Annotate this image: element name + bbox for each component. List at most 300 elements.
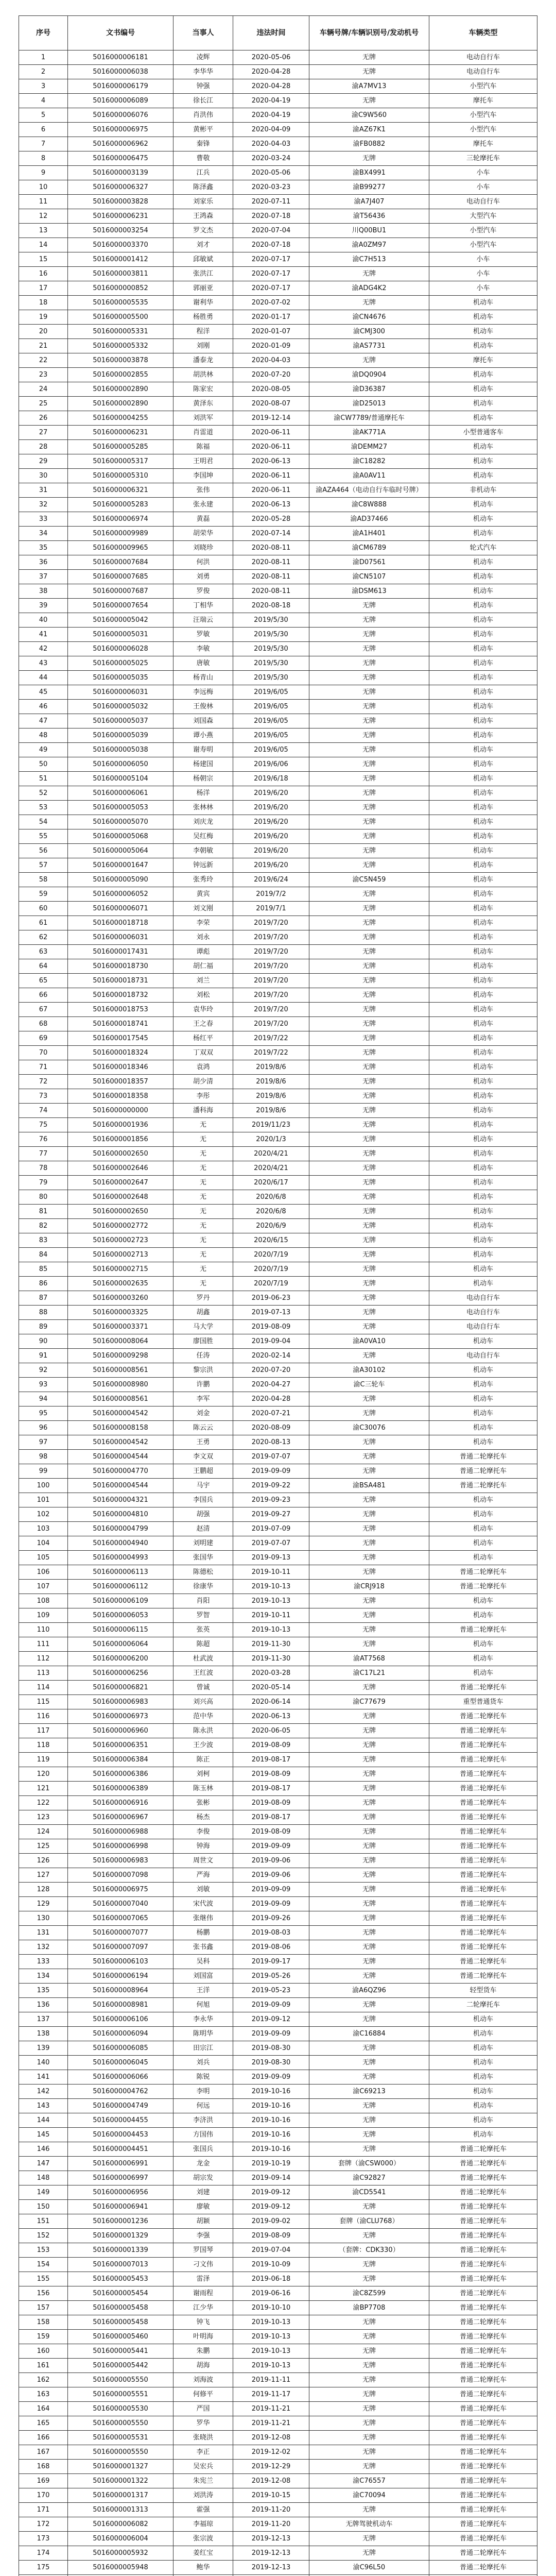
cell-doc-number: 5016000002772 (68, 1219, 173, 1233)
cell-doc-number: 5016000008980 (68, 1378, 173, 1392)
cell-seq: 128 (19, 1883, 68, 1897)
cell-violation-time: 2019-12-08 (233, 2474, 309, 2488)
cell-vehicle-type: 机动车 (429, 815, 537, 829)
cell-doc-number: 5016000006028 (68, 642, 173, 656)
cell-vehicle-type: 普通二轮摩托车 (429, 1738, 537, 1753)
cell-violation-time: 2019-09-09 (233, 2070, 309, 2084)
table-row (19, 2561, 537, 2575)
cell-party: 李正 (173, 2445, 233, 2460)
cell-violation-time: 2019-08-09 (233, 1738, 309, 1753)
cell-plate: 无牌 (309, 1017, 429, 1031)
cell-plate: 无牌 (309, 858, 429, 873)
table-row (19, 2373, 537, 2387)
cell-doc-number: 5016000006384 (68, 1753, 173, 1767)
cell-doc-number: 5016000005932 (68, 2546, 173, 2561)
table-row (19, 1695, 537, 1709)
cell-doc-number: 5016000005331 (68, 325, 173, 339)
cell-seq: 26 (19, 411, 68, 426)
cell-vehicle-type: 普通二轮摩托车 (429, 2258, 537, 2272)
cell-doc-number: 5016000008964 (68, 1984, 173, 1998)
table-row (19, 2157, 537, 2171)
cell-plate: 渝CM6789 (309, 541, 429, 555)
cell-plate: 渝C70094 (309, 2488, 429, 2503)
cell-violation-time: 2019-08-09 (233, 1320, 309, 1334)
cell-vehicle-type: 小车 (429, 267, 537, 281)
cell-plate: 渝C77679 (309, 1695, 429, 1709)
cell-vehicle-type: 机动车 (429, 772, 537, 786)
cell-violation-time: 2020-06-11 (233, 426, 309, 440)
cell-vehicle-type: 大型汽车 (429, 209, 537, 224)
cell-vehicle-type: 普通二轮摩托车 (429, 2488, 537, 2503)
cell-vehicle-type: 机动车 (429, 916, 537, 930)
cell-party: 刘柯 (173, 1767, 233, 1782)
cell-violation-time: 2019-10-13 (233, 2344, 309, 2359)
cell-vehicle-type: 普通二轮摩托车 (429, 1839, 537, 1854)
cell-plate: 渝C7H513 (309, 252, 429, 267)
cell-plate: 无牌 (309, 1233, 429, 1248)
cell-party: 陈玉林 (173, 1782, 233, 1796)
cell-seq: 34 (19, 527, 68, 541)
cell-violation-time: 2020/6/9 (233, 1219, 309, 1233)
cell-doc-number: 5016000006389 (68, 1782, 173, 1796)
cell-doc-number: 5016000004770 (68, 1464, 173, 1479)
cell-seq: 27 (19, 426, 68, 440)
cell-doc-number: 5016000005053 (68, 801, 173, 815)
cell-plate: 渝A0AV11 (309, 469, 429, 483)
cell-doc-number: 5016000002715 (68, 1262, 173, 1277)
cell-vehicle-type: 普通二轮摩托车 (429, 2171, 537, 2185)
cell-plate: 渝DSM613 (309, 584, 429, 599)
cell-seq: 10 (19, 180, 68, 195)
cell-party: 罗文杰 (173, 224, 233, 238)
table-row (19, 2142, 537, 2157)
cell-violation-time: 2019-09-06 (233, 1854, 309, 1868)
cell-party: 罗俊 (173, 584, 233, 599)
cell-party: 程洋 (173, 325, 233, 339)
cell-violation-time: 2019/7/20 (233, 959, 309, 974)
cell-violation-time: 2019/6/05 (233, 743, 309, 757)
cell-seq: 168 (19, 2460, 68, 2474)
cell-party: 刘刚 (173, 339, 233, 353)
cell-violation-time: 2020-04-28 (233, 79, 309, 94)
cell-plate: 渝D36387 (309, 382, 429, 397)
cell-doc-number: 5016000003828 (68, 195, 173, 209)
cell-doc-number: 5016000006113 (68, 1565, 173, 1580)
cell-doc-number: 5016000006960 (68, 1724, 173, 1738)
cell-doc-number: 5016000004453 (68, 2128, 173, 2142)
cell-party: 吴红梅 (173, 829, 233, 844)
cell-violation-time: 2020-08-11 (233, 555, 309, 570)
cell-party: 张宗波 (173, 2532, 233, 2546)
cell-party: 杨建国 (173, 757, 233, 772)
cell-party: 陈德松 (173, 1565, 233, 1580)
cell-violation-time: 2019/6/05 (233, 728, 309, 743)
table-row (19, 1378, 537, 1392)
cell-seq: 24 (19, 382, 68, 397)
cell-doc-number: 5016000005948 (68, 2561, 173, 2575)
cell-vehicle-type: 普通二轮摩托车 (429, 2445, 537, 2460)
cell-plate: 无牌 (309, 2272, 429, 2286)
cell-doc-number: 5016000001329 (68, 2229, 173, 2243)
cell-party: 刘文刚 (173, 902, 233, 916)
cell-doc-number: 5016000006066 (68, 2070, 173, 2084)
cell-violation-time: 2020-06-11 (233, 483, 309, 498)
cell-seq: 78 (19, 1161, 68, 1176)
cell-plate: 渝CN5107 (309, 570, 429, 584)
cell-vehicle-type: 机动车 (429, 512, 537, 527)
cell-violation-time: 2020-07-17 (233, 267, 309, 281)
cell-seq: 156 (19, 2286, 68, 2301)
cell-doc-number: 5016000004544 (68, 1479, 173, 1493)
cell-vehicle-type: 机动车 (429, 974, 537, 988)
cell-violation-time: 2020/4/21 (233, 1147, 309, 1161)
cell-violation-time: 2019-07-13 (233, 1306, 309, 1320)
cell-party: 丁相华 (173, 599, 233, 613)
cell-doc-number: 5016000001327 (68, 2460, 173, 2474)
cell-violation-time: 2020-05-06 (233, 166, 309, 180)
cell-party: 马大学 (173, 1320, 233, 1334)
cell-violation-time: 2019/7/22 (233, 1046, 309, 1060)
cell-party: 张国华 (173, 1551, 233, 1565)
cell-party: 袁鸿 (173, 1060, 233, 1075)
cell-doc-number: 5016000005031 (68, 628, 173, 642)
table-row (19, 1998, 537, 2012)
cell-plate: 无牌 (309, 916, 429, 930)
cell-seq: 166 (19, 2431, 68, 2445)
cell-seq: 59 (19, 887, 68, 902)
table-row (19, 1955, 537, 1969)
cell-seq: 134 (19, 1969, 68, 1984)
table-row (19, 1507, 537, 1522)
table-row (19, 1868, 537, 1883)
cell-party: 曹敬 (173, 151, 233, 166)
cell-seq: 73 (19, 1089, 68, 1104)
cell-doc-number: 5016000006821 (68, 1681, 173, 1695)
cell-seq: 109 (19, 1608, 68, 1623)
cell-violation-time: 2019-10-09 (233, 2258, 309, 2272)
cell-seq: 63 (19, 945, 68, 959)
table-row (19, 1940, 537, 1955)
cell-party: 张晓洪 (173, 2431, 233, 2445)
cell-party: 罗敏 (173, 628, 233, 642)
cell-vehicle-type: 普通二轮摩托车 (429, 2243, 537, 2258)
cell-party: 鲍华 (173, 2561, 233, 2575)
table-row (19, 873, 537, 887)
cell-party: 徐康华 (173, 1580, 233, 1594)
table-row (19, 2229, 537, 2243)
cell-vehicle-type: 机动车 (429, 1551, 537, 1565)
cell-vehicle-type: 机动车 (429, 829, 537, 844)
cell-plate: 无牌 (309, 1118, 429, 1132)
table-row (19, 2402, 537, 2416)
cell-plate: 无牌 (309, 50, 429, 65)
cell-vehicle-type: 电动自行车 (429, 1349, 537, 1363)
cell-party: 秦锋 (173, 137, 233, 151)
cell-party: 张书鑫 (173, 1940, 233, 1955)
cell-party: 刘国富 (173, 1969, 233, 1984)
cell-doc-number: 5016000006974 (68, 512, 173, 527)
cell-party: 王洋 (173, 1984, 233, 1998)
cell-party: 刘松 (173, 988, 233, 1003)
cell-doc-number: 5016000006973 (68, 1709, 173, 1724)
cell-vehicle-type: 机动车 (429, 555, 537, 570)
cell-violation-time: 2019-08-09 (233, 1767, 309, 1782)
cell-plate: 无牌 (309, 2315, 429, 2330)
cell-party: 江兵 (173, 166, 233, 180)
cell-vehicle-type: 电动自行车 (429, 65, 537, 79)
cell-plate: 无牌 (309, 945, 429, 959)
cell-seq: 127 (19, 1868, 68, 1883)
cell-plate: 无牌 (309, 65, 429, 79)
cell-plate: 无牌 (309, 1205, 429, 1219)
cell-seq: 21 (19, 339, 68, 353)
cell-violation-time: 2019/7/1 (233, 902, 309, 916)
table-row (19, 2171, 537, 2185)
cell-vehicle-type: 普通二轮摩托车 (429, 2373, 537, 2387)
cell-party: 李国坤 (173, 469, 233, 483)
table-row (19, 786, 537, 801)
table-row (19, 1118, 537, 1132)
cell-violation-time: 2019/6/20 (233, 801, 309, 815)
cell-seq: 11 (19, 195, 68, 209)
cell-plate: 无牌 (309, 1089, 429, 1104)
cell-doc-number: 5016000003370 (68, 238, 173, 252)
table-row (19, 426, 537, 440)
cell-seq: 40 (19, 613, 68, 628)
cell-doc-number: 5016000006983 (68, 1854, 173, 1868)
cell-vehicle-type: 机动车 (429, 325, 537, 339)
cell-vehicle-type: 普通二轮摩托车 (429, 2561, 537, 2575)
cell-violation-time: 2020/6/17 (233, 1176, 309, 1190)
cell-vehicle-type: 机动车 (429, 959, 537, 974)
cell-plate: 无牌 (309, 2546, 429, 2561)
cell-seq: 9 (19, 166, 68, 180)
cell-plate: 无牌 (309, 2532, 429, 2546)
cell-plate: 无牌 (309, 2099, 429, 2113)
cell-violation-time: 2019-12-29 (233, 2460, 309, 2474)
cell-violation-time: 2019/8/6 (233, 1060, 309, 1075)
cell-violation-time: 2019-09-27 (233, 1507, 309, 1522)
cell-plate: 渝CRJ918 (309, 1580, 429, 1594)
cell-seq: 132 (19, 1940, 68, 1955)
cell-vehicle-type: 普通二轮摩托车 (429, 2286, 537, 2301)
cell-seq: 31 (19, 483, 68, 498)
cell-seq: 131 (19, 1926, 68, 1940)
table-row (19, 1666, 537, 1681)
cell-doc-number: 5016000005453 (68, 2272, 173, 2286)
cell-party: 刁文伟 (173, 2258, 233, 2272)
cell-party: 无 (173, 1147, 233, 1161)
cell-doc-number: 5016000009965 (68, 541, 173, 555)
table-row (19, 1652, 537, 1666)
cell-violation-time: 2019-09-22 (233, 1479, 309, 1493)
cell-seq: 165 (19, 2416, 68, 2431)
cell-seq: 32 (19, 498, 68, 512)
cell-plate: 渝CN4676 (309, 310, 429, 325)
cell-violation-time: 2020-04-28 (233, 1392, 309, 1406)
cell-seq: 84 (19, 1248, 68, 1262)
cell-seq: 174 (19, 2546, 68, 2561)
cell-seq: 159 (19, 2330, 68, 2344)
cell-violation-time: 2019-11-17 (233, 2387, 309, 2402)
cell-seq: 83 (19, 1233, 68, 1248)
header-doc-number: 文书编号 (68, 16, 173, 50)
cell-plate: 无牌 (309, 1349, 429, 1363)
cell-vehicle-type: 机动车 (429, 743, 537, 757)
cell-vehicle-type: 机动车 (429, 411, 537, 426)
cell-party: 胡洪林 (173, 368, 233, 382)
table-row (19, 844, 537, 858)
cell-party: 谭小燕 (173, 728, 233, 743)
cell-violation-time: 2019-06-16 (233, 2286, 309, 2301)
table-row (19, 1594, 537, 1608)
table-row (19, 2099, 537, 2113)
cell-seq: 1 (19, 50, 68, 65)
cell-party: 王鹏超 (173, 1464, 233, 1479)
cell-vehicle-type: 机动车 (429, 1205, 537, 1219)
cell-doc-number: 5016000003254 (68, 224, 173, 238)
cell-plate: 无牌 (309, 1709, 429, 1724)
table-row (19, 527, 537, 541)
cell-doc-number: 5016000008981 (68, 1998, 173, 2012)
cell-doc-number: 5016000006983 (68, 1695, 173, 1709)
cell-violation-time: 2019-08-17 (233, 1810, 309, 1825)
cell-seq: 70 (19, 1046, 68, 1060)
cell-vehicle-type: 普通二轮摩托车 (429, 2402, 537, 2416)
cell-vehicle-type: 摩托车 (429, 94, 537, 108)
cell-seq: 119 (19, 1753, 68, 1767)
cell-vehicle-type: 普通二轮摩托车 (429, 2474, 537, 2488)
cell-doc-number: 5016000005460 (68, 2330, 173, 2344)
cell-vehicle-type: 机动车 (429, 1522, 537, 1536)
cell-violation-time: 2019/8/6 (233, 1089, 309, 1104)
table-row (19, 1839, 537, 1854)
cell-doc-number: 5016000007687 (68, 584, 173, 599)
cell-plate: 渝C5N459 (309, 873, 429, 887)
cell-party: 罗丹 (173, 1291, 233, 1306)
cell-violation-time: 2019-09-09 (233, 1839, 309, 1854)
cell-seq: 76 (19, 1132, 68, 1147)
cell-doc-number: 5016000006061 (68, 786, 173, 801)
cell-seq: 161 (19, 2359, 68, 2373)
cell-party: 刘海波 (173, 2373, 233, 2387)
table-row (19, 1104, 537, 1118)
cell-vehicle-type: 普通二轮摩托车 (429, 1681, 537, 1695)
cell-plate: 无牌 (309, 1911, 429, 1926)
cell-plate: 无牌 (309, 1868, 429, 1883)
cell-violation-time: 2020-06-14 (233, 1695, 309, 1709)
cell-violation-time: 2019-09-09 (233, 1883, 309, 1897)
cell-plate: 无牌 (309, 151, 429, 166)
cell-seq: 130 (19, 1911, 68, 1926)
table-row (19, 1219, 537, 1233)
cell-vehicle-type: 普通二轮摩托车 (429, 1565, 537, 1580)
cell-vehicle-type: 机动车 (429, 1594, 537, 1608)
cell-seq: 4 (19, 94, 68, 108)
cell-doc-number: 5016000001647 (68, 858, 173, 873)
cell-plate: 无牌 (309, 1248, 429, 1262)
cell-party: 张继伟 (173, 1911, 233, 1926)
table-row (19, 1854, 537, 1868)
cell-party: 邱敏斌 (173, 252, 233, 267)
cell-doc-number: 5016000005550 (68, 2416, 173, 2431)
cell-seq: 145 (19, 2128, 68, 2142)
cell-vehicle-type: 普通二轮摩托车 (429, 1782, 537, 1796)
cell-vehicle-type: 普通二轮摩托车 (429, 1450, 537, 1464)
cell-doc-number: 5016000006085 (68, 2041, 173, 2056)
cell-party: 谭彪 (173, 945, 233, 959)
cell-violation-time: 2019-10-16 (233, 2099, 309, 2113)
cell-violation-time: 2019-09-14 (233, 2171, 309, 2185)
cell-vehicle-type: 机动车 (429, 671, 537, 685)
cell-violation-time: 2020-07-04 (233, 224, 309, 238)
cell-violation-time: 2020-05-28 (233, 512, 309, 527)
cell-party: 严国 (173, 2402, 233, 2416)
table-row (19, 166, 537, 180)
cell-violation-time: 2020-07-11 (233, 195, 309, 209)
cell-doc-number: 5016000005442 (68, 2359, 173, 2373)
cell-seq: 15 (19, 252, 68, 267)
cell-violation-time: 2019-09-17 (233, 1955, 309, 1969)
cell-doc-number: 5016000004451 (68, 2142, 173, 2157)
table-row (19, 2445, 537, 2460)
table-row (19, 714, 537, 728)
cell-doc-number: 5016000005454 (68, 2286, 173, 2301)
cell-vehicle-type: 机动车 (429, 296, 537, 310)
header-vehicle-type: 车辆类型 (429, 16, 537, 50)
table-row (19, 382, 537, 397)
cell-doc-number: 5016000004321 (68, 1493, 173, 1507)
cell-doc-number: 5016000005550 (68, 2373, 173, 2387)
cell-plate: 无牌 (309, 2128, 429, 2142)
cell-seq: 53 (19, 801, 68, 815)
cell-seq: 38 (19, 584, 68, 599)
cell-plate: 无牌 (309, 714, 429, 728)
cell-seq: 19 (19, 310, 68, 325)
table-row (19, 2185, 537, 2200)
cell-plate: 渝A7MV13 (309, 79, 429, 94)
cell-violation-time: 2020/1/3 (233, 1132, 309, 1147)
table-row (19, 123, 537, 137)
table-row (19, 1277, 537, 1291)
cell-plate: 无牌 (309, 2142, 429, 2157)
table-row (19, 411, 537, 426)
cell-doc-number: 5016000006089 (68, 94, 173, 108)
cell-vehicle-type: 机动车 (429, 930, 537, 945)
cell-vehicle-type: 机动车 (429, 1060, 537, 1075)
cell-violation-time: 2019-07-07 (233, 1450, 309, 1464)
cell-violation-time: 2020-07-17 (233, 252, 309, 267)
cell-seq: 97 (19, 1435, 68, 1450)
cell-vehicle-type: 机动车 (429, 397, 537, 411)
cell-party: 胡鑫 (173, 1306, 233, 1320)
cell-seq: 69 (19, 1031, 68, 1046)
table-row (19, 1969, 537, 1984)
cell-party: 谢雨程 (173, 2286, 233, 2301)
cell-vehicle-type: 机动车 (429, 1003, 537, 1017)
cell-party: 陈永洪 (173, 1724, 233, 1738)
table-header-row (19, 16, 537, 50)
cell-seq: 135 (19, 1984, 68, 1998)
cell-party: 郭丽亚 (173, 281, 233, 296)
cell-violation-time: 2020-07-18 (233, 238, 309, 252)
cell-violation-time: 2020-05-06 (233, 50, 309, 65)
cell-violation-time: 2019-09-09 (233, 1998, 309, 2012)
cell-plate: 无牌 (309, 628, 429, 642)
cell-party: 张秀玲 (173, 873, 233, 887)
cell-violation-time: 2019/5/30 (233, 656, 309, 671)
cell-plate: 无牌 (309, 2041, 429, 2056)
